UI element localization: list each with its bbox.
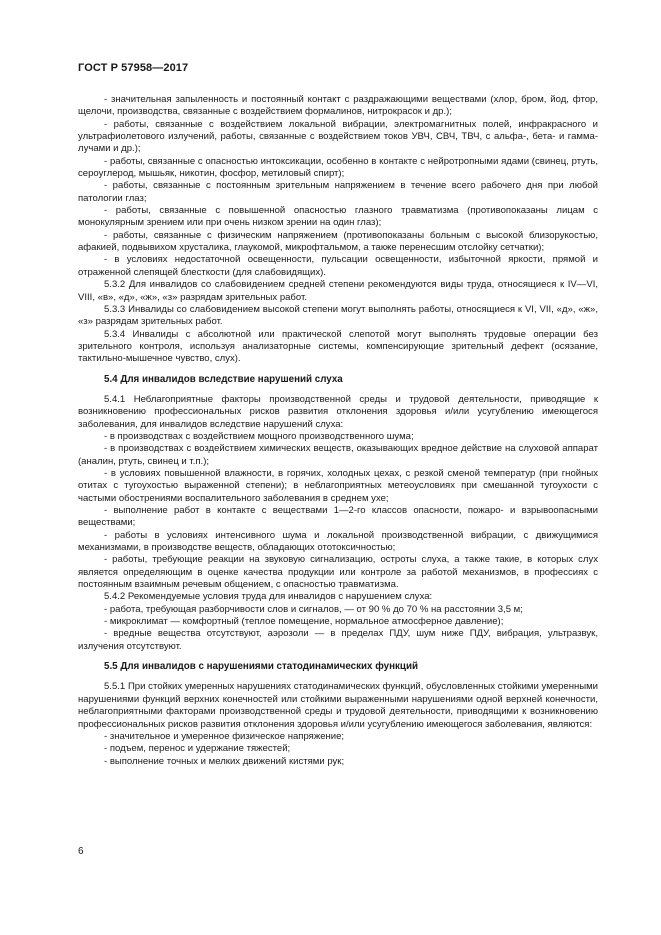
paragraph: 5.4.2 Рекомендуемые условия труда для инвалидов с нарушением слуха:: [104, 591, 433, 603]
paragraph: 5.5.1 При стойких умеренных нарушениях статодинамических функций, обусловленных стойкими умеренными нарушениями функций верхних конечностей или стойкими выраженными нарушениями одной верхней конечности, неблагоприятными факторами производственной среды и трудовой деятельности, приводящими к возникновению профессиональных рисков развития отклонения здоровья и/или усугублению имеющегося заболевания, являются:: [78, 681, 598, 730]
section-heading: 5.5 Для инвалидов с нарушениями статодинамических функций: [104, 661, 418, 673]
paragraph: 5.3.2 Для инвалидов со слабовидением средней степени рекомендуются виды труда, относящиеся к IV—VI, VIII, «в», «д», «ж», «з» разрядам зрительных работ.: [78, 279, 598, 303]
list-item: - в производствах с воздействием мощного производственного шума;: [104, 430, 414, 442]
list-item: - работы, связанные с воздействием локальной вибрации, электромагнитных полей, инфракрасного и ультрафиолетового излучений, работы, связанные с воздействием токов УВЧ, СВЧ, ТВЧ, с альфа-, бета- и гамма-лучами и др.);: [78, 118, 598, 155]
list-item: - выполнение работ в контакте с веществами 1—2-го классов опасности, пожаро- и взрывоопасными веществами;: [78, 505, 598, 529]
list-item: - работы, связанные с опасностью интоксикации, особенно в контакте с нейротропными ядами (свинец, ртуть, сероуглерод, мышьяк, никотин, фосфор, метиловый спирт);: [78, 155, 598, 180]
list-item: - выполнение точных и мелких движений кистями рук;: [104, 755, 345, 767]
list-item: - работы, связанные с постоянным зрительным напряжением в течение всего рабочего дня при любой патологии глаз;: [78, 180, 598, 204]
paragraph: 5.4.1 Неблагоприятные факторы производственной среды и трудовой деятельности, приводящие к возникновению профессиональных рисков развития отклонения здоровья и/или усугублению имеющегося заболевания, для инвалидов вследствие нарушений слуха:: [78, 393, 598, 430]
list-item: - значительная запыленность и постоянный контакт с раздражающими веществами (хлор, бром, йод, фтор, щелочи, производства, связанные с воздействием формалинов, нитрокрасок и др.);: [78, 94, 598, 118]
list-item: - в условиях недостаточной освещенности, пульсации освещенности, избыточной яркости, прямой и отраженной слепящей блесткости (для слабовидящих).: [78, 254, 598, 278]
list-item: - работа, требующая разборчивости слов и сигналов, — от 90 % до 70 % на расстоянии 3,5 м;: [104, 603, 523, 615]
list-item: - вредные вещества отсутствуют, аэрозоли — в пределах ПДУ, шум ниже ПДУ, вибрация, ультразвук, излучения отсутствуют.: [78, 628, 598, 652]
list-item: - микроклимат — комфортный (теплое помещение, нормальное атмосферное давление);: [104, 616, 504, 628]
list-item: - работы, требующие реакции на звуковую сигнализацию, остроты слуха, а также такие, в которых слух является определяющим в оценке качества продукции или контроле за работой механизмов, в профессиях с постоянным взаимным речевым общением, с опасностью травматизма.: [78, 554, 598, 591]
paragraph: 5.3.3 Инвалиды со слабовидением высокой степени могут выполнять работы, относящиеся к VI, VII, «д», «ж», «з» разрядам зрительных работ.: [78, 303, 598, 328]
paragraph: 5.3.4 Инвалиды с абсолютной или практической слепотой могут выполнять трудовые операции без зрительного контроля, используя анализаторные системы, компенсирующие зрительный дефект (осязание, тактильно-мышечное чувство, слух).: [78, 328, 598, 365]
page-number: 6: [78, 846, 84, 857]
document-header: ГОСТ Р 57958—2017: [78, 62, 189, 74]
document-body: [78, 94, 598, 768]
list-item: - в производствах с воздействием химических веществ, оказывающих вредное действие на слуховой аппарат (аналин, ртуть, свинец и т.п.);: [78, 443, 598, 467]
list-item: - в условиях повышенной влажности, в горячих, холодных цехах, с резкой сменой температур (при гнойных отитах с тугоухостью выраженной степени); в неблагоприятных метеоусловиях при смешанной тугоухости с частыми обострениями воспалительного заболевания в среднем ухе;: [78, 467, 598, 504]
list-item: - значительное и умеренное физическое напряжение;: [104, 730, 345, 742]
list-item: - подъем, перенос и удержание тяжестей;: [104, 743, 291, 755]
list-item: - работы, связанные с физическим напряжением (противопоказаны больным с высокой близорукостью, афакией, подвывихом хрусталика, глаукомой, микрофтальмом, а также перенесшим отслойку сетчатки);: [78, 229, 598, 254]
list-item: - работы в условиях интенсивного шума и локальной производственной вибрации, с движущимися механизмами, в производстве веществ, обладающих ототоксичностью;: [78, 529, 598, 554]
section-heading: 5.4 Для инвалидов вследствие нарушений слуха: [104, 373, 343, 385]
list-item: - работы, связанные с повышенной опасностью глазного травматизма (противопоказаны лицам с монокулярным зрением или при очень низком зрении на один глаз);: [78, 205, 598, 229]
